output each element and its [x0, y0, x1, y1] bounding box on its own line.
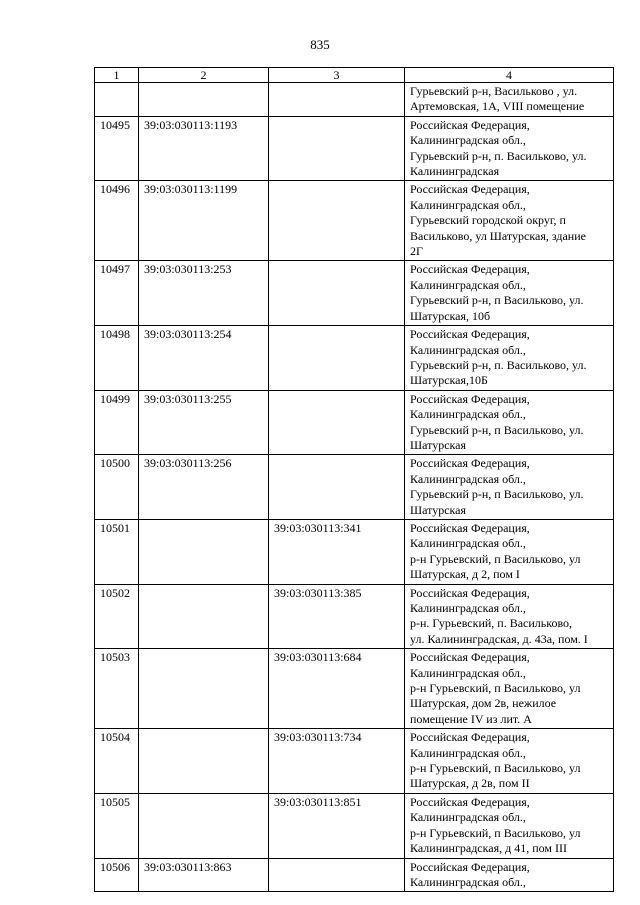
address-line: Шатурская	[410, 437, 467, 452]
table-row	[95, 390, 614, 455]
address-line: р-н Гурьевский, п Васильково, ул	[410, 761, 581, 776]
record-number-cell	[95, 83, 139, 117]
address-cell	[405, 326, 614, 391]
table-row	[95, 858, 614, 892]
page-number: 835	[310, 37, 330, 52]
cadastral-number-cell: 39:03:030113:1193	[139, 116, 269, 181]
address-line: Гурьевский р-н, Васильково , ул.	[410, 84, 578, 98]
address-line: Калининградская обл.,	[410, 342, 526, 357]
address-line: Российская Федерация,	[410, 182, 530, 197]
address-line: Гурьевский р-н, п Васильково, ул.	[410, 293, 584, 308]
address-line: 2Г	[410, 244, 423, 259]
address-cell	[405, 116, 614, 181]
related-cadastral-number-cell	[269, 455, 405, 520]
record-number-cell: 10496	[95, 181, 139, 261]
cadastral-number-cell: 39:03:030113:253	[139, 261, 269, 326]
related-cadastral-number-cell	[269, 83, 405, 117]
address-line: Калининградская обл.,	[410, 745, 526, 760]
address-line: Российская Федерация,	[410, 262, 530, 277]
address-line: Шатурская, дом 2в, нежилое	[410, 696, 557, 711]
address-line: Российская Федерация,	[410, 520, 530, 535]
address-line: Калининградская обл.,	[410, 471, 526, 486]
cadastral-number-cell: 39:03:030113:254	[139, 326, 269, 391]
cadastral-number-cell	[139, 793, 269, 858]
record-number-cell: 10501	[95, 519, 139, 584]
address-cell	[405, 793, 614, 858]
address-cell	[405, 584, 614, 649]
address-cell	[405, 729, 614, 794]
cadastral-number-cell: 39:03:030113:255	[139, 390, 269, 455]
address-line: Российская Федерация,	[410, 650, 530, 665]
address-line: р-н Гурьевский, п Васильково, ул	[410, 551, 581, 566]
record-number-cell: 10504	[95, 729, 139, 794]
address-line: Гурьевский р-н, п Васильково, ул.	[410, 422, 584, 437]
table-row	[95, 116, 614, 181]
address-cell	[405, 455, 614, 520]
address-line: Калининградская обл.,	[410, 277, 526, 292]
related-cadastral-number-cell	[269, 261, 405, 326]
address-line: Российская Федерация,	[410, 730, 530, 745]
related-cadastral-number-cell: 39:03:030113:851	[269, 793, 405, 858]
address-line: Артемовская, 1А, VIII помещение	[410, 99, 585, 114]
cadastral-number-cell	[139, 584, 269, 649]
address-cell	[405, 390, 614, 455]
record-number-cell: 10506	[95, 858, 139, 892]
registry-table	[94, 67, 614, 892]
address-line: Российская Федерация,	[410, 117, 530, 132]
address-line: Калининградская обл.,	[410, 601, 526, 615]
header-row	[95, 68, 614, 83]
record-number-cell: 10497	[95, 261, 139, 326]
table-row	[95, 181, 614, 261]
related-cadastral-number-cell	[269, 858, 405, 892]
table-row	[95, 455, 614, 520]
address-line: р-н. Гурьевский, п. Васильково,	[410, 616, 573, 631]
address-line: Шатурская, д 2в, пом II	[410, 776, 530, 791]
table-row	[95, 793, 614, 858]
cadastral-number-cell	[139, 649, 269, 729]
address-line: Калининградская обл.,	[410, 407, 526, 422]
table-row	[95, 729, 614, 794]
record-number-cell: 10498	[95, 326, 139, 391]
address-cell	[405, 858, 614, 892]
address-line: р-н Гурьевский, п Васильково, ул	[410, 825, 581, 840]
address-line: Российская Федерация,	[410, 585, 530, 600]
address-line: Шатурская, 10б	[410, 308, 491, 323]
cadastral-number-cell	[139, 83, 269, 117]
address-line: помещение IV из лит. А	[410, 711, 532, 726]
table-row	[95, 261, 614, 326]
address-line: Гурьевский р-н, п Васильково, ул.	[410, 487, 584, 502]
address-line: Калининградская обл.,	[410, 197, 526, 212]
cadastral-number-cell	[139, 519, 269, 584]
address-line: Калининградская	[410, 164, 500, 179]
address-cell	[405, 181, 614, 261]
address-line: Васильково, ул Шатурская, здание	[410, 228, 586, 243]
record-number-cell: 10499	[95, 390, 139, 455]
address-line: ул. Калининградская, д. 43а, пом. I	[410, 631, 588, 646]
related-cadastral-number-cell: 39:03:030113:734	[269, 729, 405, 794]
address-line: Гурьевский р-н, п. Васильково, ул.	[410, 148, 587, 163]
address-line: Калининградская обл.,	[410, 810, 526, 825]
address-line: Российская Федерация,	[410, 859, 530, 874]
address-cell	[405, 649, 614, 729]
address-line: Шатурская,10Б	[410, 373, 488, 388]
table-row	[95, 326, 614, 391]
address-cell	[405, 261, 614, 326]
table-row	[95, 83, 614, 117]
table-row	[95, 584, 614, 649]
address-line: Калининградская обл.,	[410, 536, 526, 551]
address-line: Калининградская, д 41, пом III	[410, 841, 568, 856]
registry-body	[95, 83, 614, 892]
related-cadastral-number-cell	[269, 390, 405, 455]
address-line: р-н Гурьевский, п Васильково, ул	[410, 681, 581, 696]
cadastral-number-cell: 39:03:030113:863	[139, 858, 269, 892]
address-line: Калининградская обл.,	[410, 133, 526, 148]
record-number-cell: 10495	[95, 116, 139, 181]
address-line: Российская Федерация,	[410, 327, 530, 342]
related-cadastral-number-cell	[269, 116, 405, 181]
address-line: Шатурская, д 2, пом I	[410, 567, 520, 582]
column-header-2: 2	[139, 68, 269, 83]
address-line: Гурьевский городской округ, п	[410, 213, 566, 228]
record-number-cell: 10503	[95, 649, 139, 729]
address-cell	[405, 83, 614, 117]
related-cadastral-number-cell: 39:03:030113:385	[269, 584, 405, 649]
address-line: Гурьевский р-н, п. Васильково, ул.	[410, 357, 587, 372]
table-row	[95, 649, 614, 729]
record-number-cell: 10502	[95, 584, 139, 649]
address-cell	[405, 519, 614, 584]
cadastral-number-cell: 39:03:030113:1199	[139, 181, 269, 261]
related-cadastral-number-cell	[269, 326, 405, 391]
address-line: Российская Федерация,	[410, 794, 530, 809]
related-cadastral-number-cell	[269, 181, 405, 261]
related-cadastral-number-cell: 39:03:030113:341	[269, 519, 405, 584]
record-number-cell: 10500	[95, 455, 139, 520]
cadastral-number-cell	[139, 729, 269, 794]
address-line: Калининградская обл.,	[410, 874, 526, 889]
address-line: Калининградская обл.,	[410, 665, 526, 680]
address-line: Российская Федерация,	[410, 456, 530, 471]
address-line: Шатурская	[410, 502, 467, 517]
column-header-1: 1	[95, 68, 139, 83]
column-header-4: 4	[405, 68, 614, 83]
address-line: Российская Федерация,	[410, 391, 530, 406]
cadastral-number-cell: 39:03:030113:256	[139, 455, 269, 520]
table-row	[95, 519, 614, 584]
column-header-3: 3	[269, 68, 405, 83]
related-cadastral-number-cell: 39:03:030113:684	[269, 649, 405, 729]
record-number-cell: 10505	[95, 793, 139, 858]
